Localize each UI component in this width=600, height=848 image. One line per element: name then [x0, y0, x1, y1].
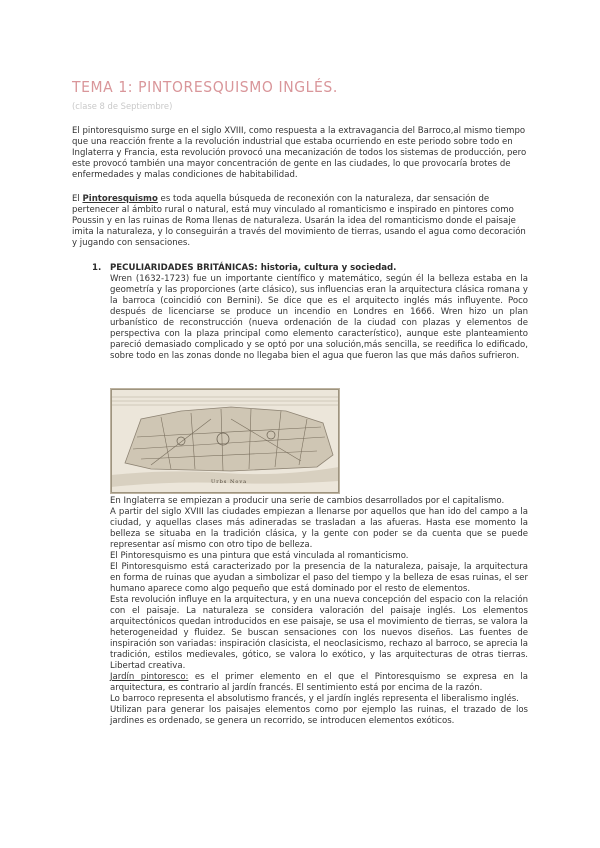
map-caption: Urbs Nova	[211, 479, 248, 485]
garden-body: es el primer elemento en el que el Pintoresquismo se expresa en la arquitectura, es contrario al jardín francés. El sentimiento está por encima de la razón.	[110, 672, 528, 693]
wren-paragraph	[110, 274, 528, 362]
capitalism-text: En Inglaterra se empiezan a producir una serie de cambios desarrollados por el capitalismo.	[110, 496, 505, 506]
page-subtitle: (clase 8 de Septiembre)	[72, 101, 173, 111]
painting-text: El Pintoresquismo es una pintura que está vinculada al romanticismo.	[110, 551, 409, 561]
london-plan-engraving	[111, 389, 339, 493]
wren-text: Wren (1632-1723) fue un importante científico y matemático, según él la belleza estaba en la geometría y las proporciones (arte clásico), sus influencias eran la arquitectura clásica romana y la barroca (coincidió con Bernini). Se dice que es el arquitecto inglés más influyente. Poco después de licenciarse se produce un incendio en Londres en 1666. Wren hizo un plan urbanístico de reconstrucción (nueva ordenación de la ciudad con plazas y elementos de perspectiva con la plaza principal como elemento característico), aunque este planteamiento pareció demasiado complicado y se optó por una solución,más sencilla, se reedifica lo edificado, sobre todo en las zonas donde no llegaba bien el agua que fueron las que más daños sufrieron.	[110, 274, 528, 361]
revolution-text: Esta revolución influye en la arquitectura, y en una nueva concepción del espacio con la relación con el paisaje. La naturaleza se considera valoración del paisaje inglés. Los elementos arquitectónicos quedan introducidos en ese paisaje, se usa el movimiento de tierras, se valora la heterogeneidad y fluidez. Se buscan sensaciones con los nuevos diseños. Las fuentes de inspiración son variadas: inspiración clasicista, el neoclasicismo, rechazo al barroco, se aprecia la tradición, estilos medievales, gótico, se valora lo exótico, y las arquitecturas de otras tierras. Libertad creativa.	[110, 595, 528, 671]
definition-term: Pintoresquismo	[82, 194, 158, 204]
definition-paragraph	[72, 194, 532, 249]
definition-text	[72, 194, 532, 249]
utilizan-text: Utilizan para generar los paisajes elementos como por ejemplo las ruinas, el trazado de los jardines es ordenado, se genera un recorrido, se introducen elementos exóticos.	[110, 705, 528, 726]
intro-paragraph	[72, 126, 532, 181]
section-title: PECULIARIDADES BRITÁNICAS: historia, cultura y sociedad.	[110, 263, 397, 273]
section-heading	[92, 263, 396, 273]
intro-text: El pintoresquismo surge en el siglo XVIII, como respuesta a la extravagancia del Barroco,al mismo tiempo que una reacción frente a la revolución industrial que estaba ocurriendo en este periodo sobre todo en Inglaterra y Francia, esta revolución provocó una mecanización de todos los sistemas de producción, pero este provocó también una mayor concentración de gente en las ciudades, lo que provocaría brotes de enfermedades y malas condiciones de habitabilidad.	[72, 126, 527, 180]
baroque-text: Lo barroco representa el absolutismo francés, y el jardín inglés representa el liberalismo inglés.	[110, 694, 519, 704]
wren-london-plan-image	[110, 388, 340, 494]
capitalism-paragraph	[110, 496, 528, 727]
page-title: TEMA 1: PINTORESQUISMO INGLÉS.	[72, 78, 338, 96]
garden-text	[110, 672, 528, 694]
garden-term: Jardín pintoresco:	[110, 672, 189, 682]
definition-prefix: El	[72, 194, 83, 204]
section-number: 1.	[92, 263, 102, 273]
definition-body: es toda aquella búsqueda de reconexión con la naturaleza, dar sensación de pertenecer al ámbito rural o natural, está muy vinculado al romanticismo e inspirado en pintores como Poussin y en las ruinas de Roma llenas de naturaleza. Usarán la idea del romanticismo donde el paisaje imita la naturaleza, y lo conseguirán a través del movimiento de tierras, usando el agua como decoración y jugando con sensaciones.	[72, 194, 526, 248]
characterized-text: El Pintoresquismo está caracterizado por la presencia de la naturaleza, paisaje, la arquitectura en forma de ruinas que ayudan a simbolizar el paso del tiempo y la belleza de esas ruinas, el ser humano aparece como algo pequeño que está dominado por el resto de elementos.	[110, 562, 528, 594]
cities-text: A partir del siglo XVIII las ciudades empiezan a llenarse por aquellos que han ido del campo a la ciudad, y aquellas clases más adineradas se trasladan a las afueras. Hasta ese momento la belleza se situaba en la tradición clásica, y la gente con poder se da cuenta que se puede representar así mismo con otro tipo de belleza.	[110, 507, 528, 550]
